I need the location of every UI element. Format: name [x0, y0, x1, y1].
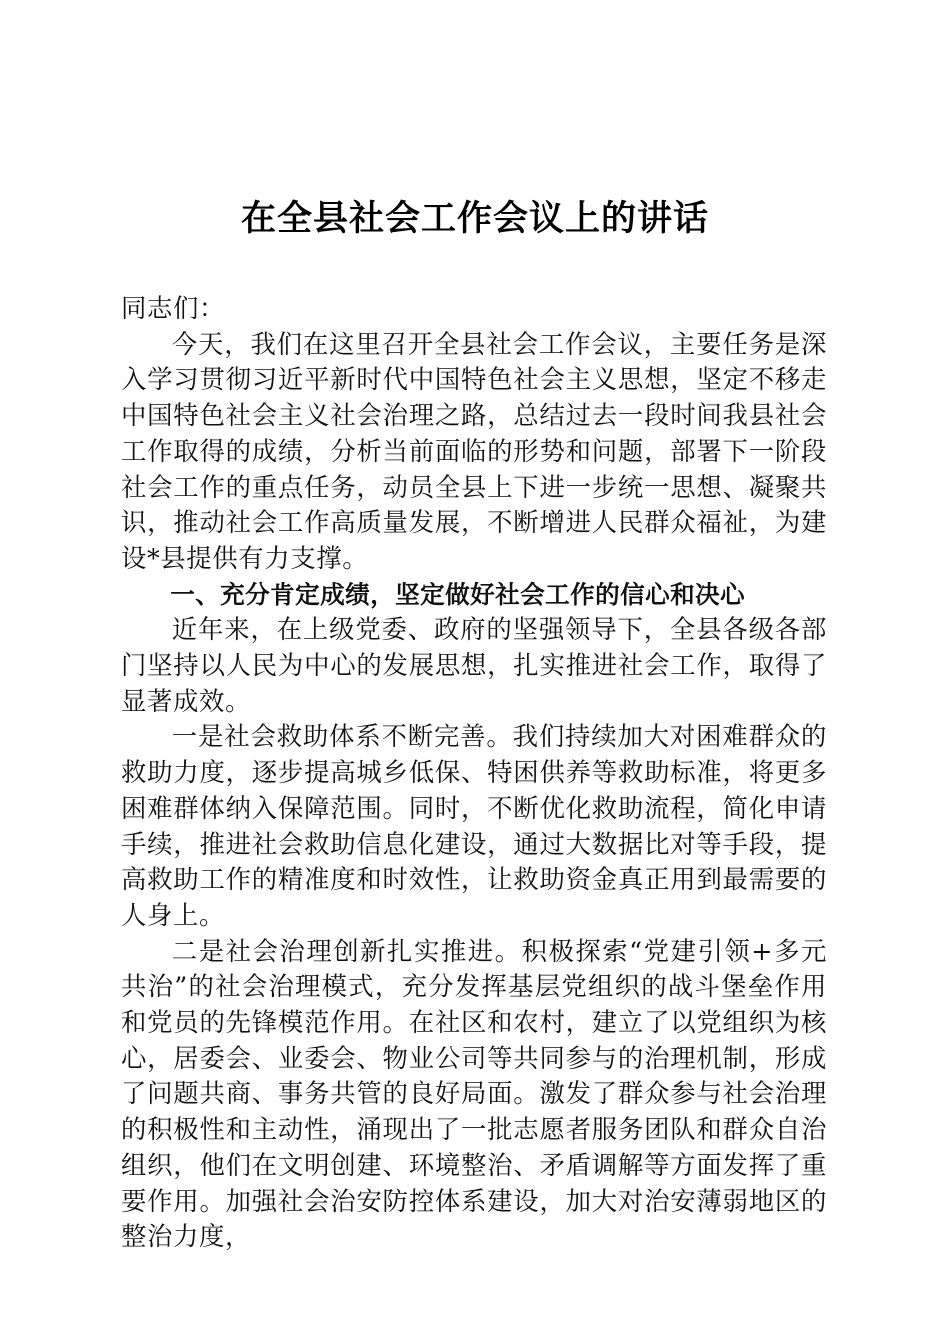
paragraph-social-governance: 二是社会治理创新扎实推进。积极探索“党建引领+多元共治”的社会治理模式，充分发挥基层党组织的战斗堡垒作用和党员的先锋模范作用。在社区和农村，建立了以党组织为核心，居委会、业委会、物业公司等共同参与的治理机制，形成了问题共商、事务共管的良好局面。激发了群众参与社会治理的积极性和主动性，涌现出了一批志愿者服务团队和群众自治组织，他们在文明创建、环境整治、矛盾调解等方面发挥了重要作用。加强社会治安防控体系建设，加大对治安薄弱地区的整治力度，: [121, 935, 827, 1252]
salutation: 同志们：: [121, 293, 225, 323]
document-title: 在全县社会工作会议上的讲话: [240, 198, 709, 239]
paragraph-achievements: 近年来，在上级党委、政府的坚强领导下，全县各级各部门坚持以人民为中心的发展思想，扎实推进社会工作，取得了显著成效。: [121, 614, 827, 716]
intro-paragraph: 今天，我们在这里召开全县社会工作会议，主要任务是深入学习贯彻习近平新时代中国特色社会主义思想，坚定不移走中国特色社会主义社会治理之路，总结过去一段时间我县社会工作取得的成绩，分析当前面临的形势和问题，部署下一阶段社会工作的重点任务，动员全县上下进一步统一思想、凝聚共识，推动社会工作高质量发展，不断增进人民群众福祉，为建设*县提供有力支撑。: [121, 328, 827, 573]
section-heading-1: 一、充分肯定成绩，坚定做好社会工作的信心和决心: [170, 579, 746, 609]
document-body: [121, 291, 827, 1255]
paragraph-social-assistance: 一是社会救助体系不断完善。我们持续加大对困难群众的救助力度，逐步提高城乡低保、特困供养等救助标准，将更多困难群体纳入保障范围。同时，不断优化救助流程，简化申请手续，推进社会救助信息化建设，通过大数据比对等手段，提高救助工作的精准度和时效性，让救助资金真正用到最需要的人身上。: [121, 721, 827, 930]
